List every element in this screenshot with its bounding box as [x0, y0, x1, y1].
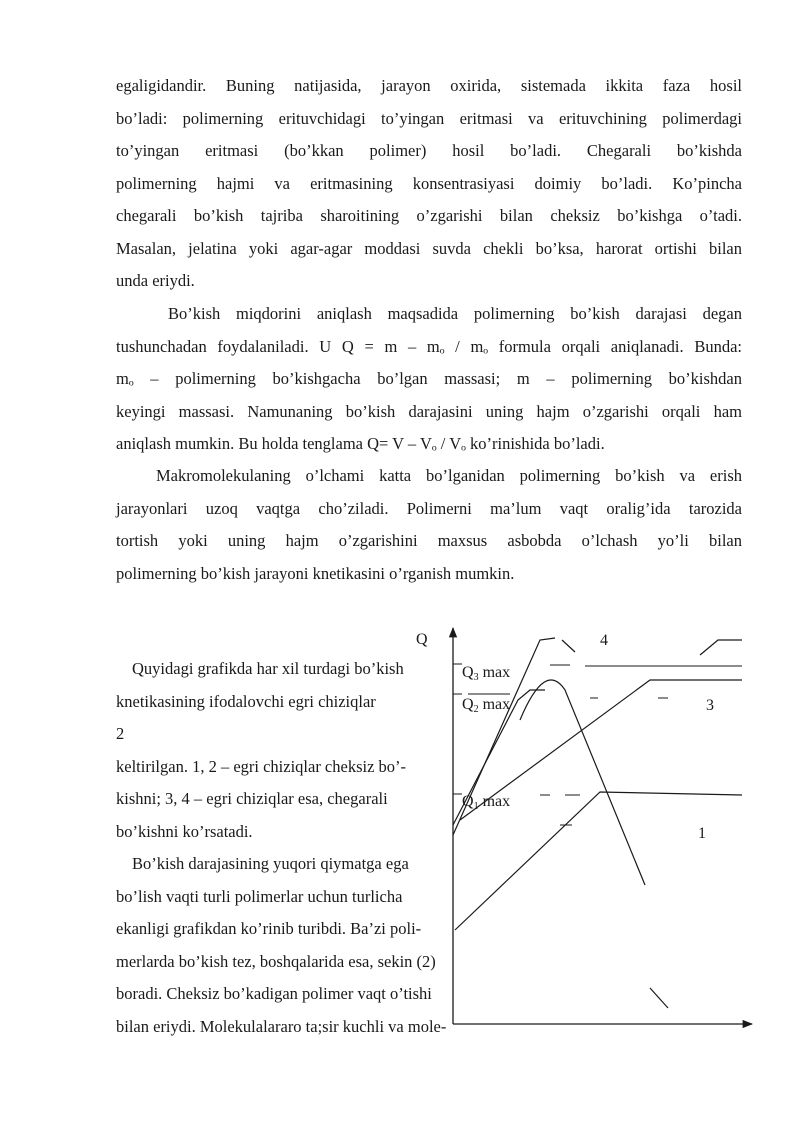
q2-max-label: Q2 max — [462, 696, 511, 715]
text-line: jarayonlari uzoq vaqtga cho’ziladi. Polimerni ma’lum vaqt oralig’ida tarozida — [116, 498, 742, 518]
curve-2-peak — [520, 680, 645, 885]
text-line: bo’ladi: polimerning erituvchidagi to’yingan eritmasi va erituvchining polimerdagi — [116, 108, 742, 128]
text-line: tortish yoki uning hajm o’zgarishini maxsus asbobda o’lchash yo’li bilan — [116, 531, 742, 550]
text-line: Quyidagi grafikda har xil turdagi bo’kish — [132, 659, 404, 678]
curve-4-seg — [562, 640, 575, 652]
curve-4-label: 4 — [600, 632, 608, 649]
text-line: Bo’kish miqdorini aniqlash maqsadida polimerning bo’kish darajasi degan — [168, 304, 742, 323]
text-line: chegarali bo’kish tajriba sharoitining o’zgarishi bilan cheksiz bo’kishga o’tadi. — [116, 206, 742, 225]
text-line: Makromolekulaning o’lchami katta bo’lganidan polimerning bo’kish va erish — [156, 466, 742, 485]
text-line: tushunchadan foydalaniladi. U Q = m – mₒ / mₒ formula orqali aniqlanadi. Bunda: — [116, 336, 742, 356]
text-line: polimerning bo’kish jarayoni knetikasini o’rganish mumkin. — [116, 563, 515, 583]
text-line: keltirilgan. 1, 2 – egri chiziqlar cheksiz bo’- — [116, 756, 407, 776]
text-line: Masalan, jelatina yoki agar-agar moddasi suvda chekli bo’ksa, harorat ortishi bilan — [116, 238, 742, 258]
text-line: bo’lish vaqti turli polimerlar uchun turlicha — [116, 886, 403, 906]
text-line: boradi. Cheksiz bo’kadigan polimer vaqt o’tishi — [116, 984, 432, 1003]
text-line: merlarda bo’kish tez, boshqalarida esa, sekin (2) — [116, 951, 436, 971]
text-line: to’yingan eritmasi (bo’kkan polimer) hosil bo’ladi. Chegarali bo’kishda — [116, 141, 742, 160]
q3-max-label: Q3 max — [462, 664, 511, 683]
text-line: ekanligi grafikdan ko’rinib turibdi. Ba’zi poli- — [116, 919, 422, 938]
text-line: bo’kishni ko’rsatadi. — [116, 821, 253, 841]
curve-3-label: 3 — [706, 697, 714, 714]
curve-1-label: 1 — [698, 825, 706, 842]
text-line: keyingi massasi. Namunaning bo’kish darajasini uning hajm o’zgarishi orqali ham — [116, 401, 742, 421]
curve-1 — [455, 792, 742, 930]
text-line: 2 — [116, 724, 125, 743]
text-line: polimerning hajmi va eritmasining konsentrasiyasi doimiy bo’ladi. Ko’pincha — [116, 173, 742, 193]
text-line: Bo’kish darajasining yuqori qiymatga ega — [132, 854, 409, 873]
text-line: bilan eriydi. Molekulalararo ta;sir kuchli va mole- — [116, 1016, 447, 1036]
q1-max-label: Q1 max — [462, 793, 511, 812]
curve-stroke — [650, 988, 668, 1008]
text-line: knetikasining ifodalovchi egri chiziqlar — [116, 691, 376, 711]
text-line: kishni; 3, 4 – egri chiziqlar esa, chegarali — [116, 789, 388, 808]
text-line: unda eriydi. — [116, 271, 195, 290]
y-axis-label: Q — [416, 631, 428, 648]
curve-4-upper — [700, 640, 742, 655]
text-line: mₒ – polimerning bo’kishgacha bo’lgan massasi; m – polimerning bo’kishdan — [116, 369, 742, 388]
text-line: aniqlash mumkin. Bu holda tenglama Q= V – Vₒ / Vₒ ko’rinishida bo’ladi. — [116, 434, 605, 453]
text-line: egaligidandir. Buning natijasida, jarayon oxirida, sistemada ikkita faza hosil — [116, 76, 742, 95]
